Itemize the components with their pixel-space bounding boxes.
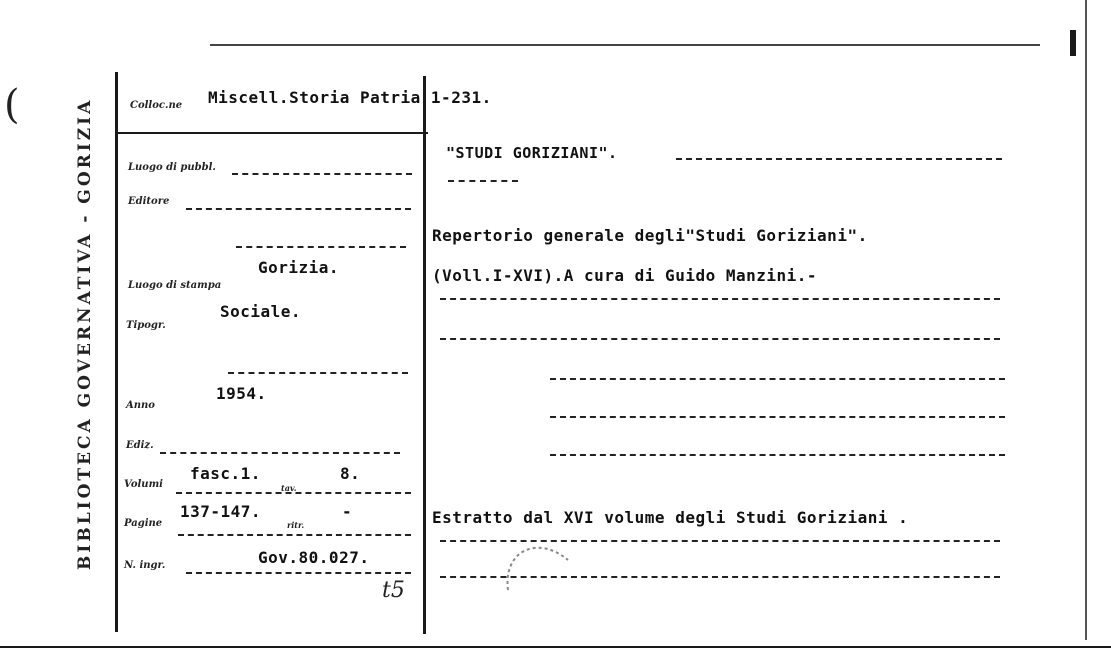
description-line-2: (Voll.I-XVI).A cura di Guido Manzini.- [432,266,818,285]
handwritten-mark: t5 [382,578,405,603]
line-above-anno [228,372,408,374]
line-above-stampa [236,246,406,248]
note-line: Estratto dal XVI volume degli Studi Goriziani . [432,508,909,527]
collocation-underline [118,132,428,134]
left-border [115,72,118,632]
blank-line-2 [440,338,1000,340]
bottom-rule [0,646,1111,648]
value-luogo-stampa: Gorizia. [258,258,340,277]
blank-line-5 [550,454,1005,456]
label-collocazione: Colloc.ne [130,100,183,111]
line-n-ingr [186,572,411,574]
middle-divider [423,76,426,634]
value-n-ingr: Gov.80.027. [258,548,370,567]
value-collocazione: Miscell.Storia Patria 1-231. [208,88,492,107]
stamp-mark [498,530,578,600]
line-title [676,158,1002,160]
label-ritr: ritr. [287,520,305,530]
label-volumi: Volumi [124,479,163,490]
label-n-ingr: N. ingr. [124,560,166,571]
line-luogo-pubbl [232,173,412,175]
value-pagine-extra: - [342,502,353,521]
blank-line-1 [440,298,1000,300]
left-bracket-mark: ( [4,82,20,128]
label-editore: Editore [128,196,170,207]
top-rule [210,44,1040,46]
label-luogo-pubbl: Luogo di pubbl. [128,162,216,173]
line-volumi [176,492,411,494]
value-volumi: fasc.1. [190,464,261,483]
label-pagine: Pagine [124,518,163,529]
label-anno: Anno [126,400,155,411]
blank-line-4 [550,416,1005,418]
right-edge-mark [1070,30,1076,56]
right-edge-line [1085,0,1087,640]
blank-line-3 [550,378,1005,380]
card-title: "STUDI GORIZIANI". [446,144,618,162]
label-luogo-stampa: Luogo di stampa [128,280,222,291]
line-pagine [178,534,411,536]
description-line-1: Repertorio generale degli"Studi Goriziani". [432,226,868,245]
value-tipografia: Sociale. [220,302,302,321]
library-name: BIBLIOTECA GOVERNATIVA - GORIZIA [75,97,95,570]
value-anno: 1954. [216,384,267,403]
label-tav: tav. [281,483,297,493]
value-volumi-extra: 8. [340,464,361,483]
label-edizione: Ediz. [126,440,154,451]
line-editore [186,208,411,210]
label-tipografia: Tipogr. [126,320,166,331]
line-title-2 [448,180,518,182]
value-pagine: 137-147. [180,502,262,521]
line-edizione [160,452,400,454]
